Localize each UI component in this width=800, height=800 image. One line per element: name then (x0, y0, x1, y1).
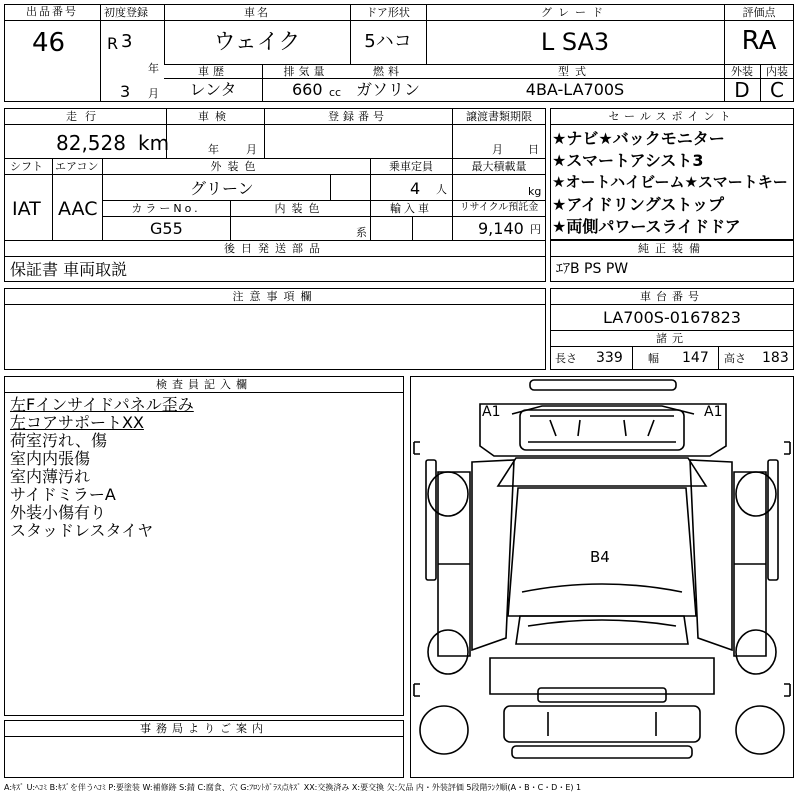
max-load-unit: kg (528, 185, 542, 198)
inspector-label: 検査員記入欄 (156, 378, 252, 391)
exterior-value: D (734, 78, 750, 102)
exterior-color-value: グリーン (190, 179, 254, 198)
color-number-label: カラーNo. (131, 202, 201, 215)
fuel-value: ガソリン (355, 80, 420, 99)
aircon-value: AAC (58, 198, 98, 220)
specs-label: 諸元 (656, 332, 688, 345)
damage-mark-a1-right: A1 (704, 404, 723, 420)
registration-year: 3 (121, 31, 133, 52)
inspector-note: 左Fインサイドパネル歪み (10, 395, 194, 414)
interior-color-unit: 系 (356, 226, 367, 239)
inspector-note: 左コアサポートXX (10, 413, 144, 432)
import-car-label: 輸入車 (390, 202, 432, 215)
door-type-value: 5ハコ (364, 31, 412, 52)
door-type-label: ドア形状 (366, 6, 410, 19)
year-unit: 年 (148, 62, 159, 75)
displacement-unit: cc (329, 86, 342, 99)
grade-label: グレード (541, 6, 609, 19)
length-label: 長さ (555, 352, 577, 365)
aircon-label: エアコン (55, 160, 99, 173)
car-name-value: ウェイク (213, 30, 301, 55)
exterior-color-label: 外装色 (210, 160, 262, 173)
lot-number-label: 出品番号 (26, 5, 78, 18)
month-unit: 月 (148, 87, 159, 100)
equipment-value: ｴｱB PS PW (556, 261, 629, 277)
sales-points-label: セールスポイント (608, 110, 736, 123)
color-number-value: G55 (150, 219, 183, 238)
grade-value: L SA3 (540, 28, 610, 56)
mileage-value: 82,528 (56, 131, 126, 155)
inspector-note: スタッドレスタイヤ (10, 521, 154, 540)
recycle-fee-unit: 円 (530, 223, 541, 236)
later-shipping-value: 保証書 車両取説 (10, 260, 128, 279)
sales-point: ★ナビ★バックモニター (552, 129, 725, 148)
shift-label: シフト (10, 160, 43, 173)
car-diagram (410, 376, 794, 778)
exterior-label: 外装 (731, 65, 753, 78)
history-label: 車歴 (198, 65, 228, 78)
inspection-month-unit: 月 (246, 143, 257, 156)
inspection-label: 車検 (198, 110, 232, 123)
sales-point: ★オートハイビーム★スマートキー (552, 173, 788, 191)
sales-point: ★アイドリングストップ (552, 195, 724, 214)
legend-text: A:ｷｽﾞ U:ﾍｺﾐ B:ｷｽﾞを伴うﾍｺﾐ P:要塗装 W:補修跡 S:錆 C:腐食、穴 G:ﾌﾛﾝﾄｶﾞﾗｽ点ｷｽﾞ XX:交換済み X:要交換 欠:欠品 内・外装評価 5段階ﾗﾝｸ順(A・B・C・D・E) 1 (4, 783, 582, 792)
max-load-label: 最大積載量 (471, 160, 527, 173)
width-label: 幅 (648, 352, 659, 365)
transfer-day-unit: 日 (528, 143, 539, 156)
office-label: 事務局よりご案内 (140, 722, 268, 735)
interior-value: C (770, 78, 784, 102)
displacement-value: 660 (292, 80, 323, 99)
score-value: RA (741, 26, 777, 56)
damage-mark-b4: B4 (590, 548, 610, 566)
first-registration-label: 初度登録 (104, 6, 148, 19)
height-label: 高さ (724, 352, 746, 365)
score-label: 評価点 (742, 6, 776, 19)
inspector-note: 荷室汚れ、傷 (10, 431, 107, 450)
capacity-label: 乗車定員 (389, 160, 433, 173)
notes-label: 注意事項欄 (232, 290, 318, 303)
length-value: 339 (596, 350, 623, 366)
capacity-unit: 人 (436, 183, 447, 196)
mileage-unit: km (138, 131, 170, 155)
model-label: 型式 (558, 65, 592, 78)
chassis-number-value: LA700S-0167823 (603, 308, 741, 327)
damage-mark-a1-left: A1 (482, 404, 501, 420)
recycle-fee-label: リサイクル預託金 (459, 202, 539, 213)
sales-point: ★スマートアシスト3 (552, 151, 704, 170)
transfer-deadline-label: 譲渡書類期限 (466, 110, 532, 123)
later-shipping-label: 後日発送部品 (224, 242, 326, 255)
shift-value: IAT (12, 198, 41, 220)
inspector-note: 室内薄汚れ (10, 467, 91, 486)
chassis-number-label: 車台番号 (640, 290, 704, 303)
width-value: 147 (682, 350, 709, 366)
inspector-note: サイドミラーA (10, 485, 116, 504)
mileage-label: 走行 (66, 110, 104, 123)
plate-number-label: 登録番号 (328, 110, 388, 123)
car-name-label: 車名 (244, 6, 270, 19)
inspection-year-unit: 年 (208, 143, 219, 156)
capacity-value: 4 (410, 179, 421, 198)
sales-point: ★両側パワースライドドア (552, 217, 741, 236)
registration-era: R (107, 34, 119, 53)
model-value: 4BA-LA700S (525, 80, 625, 99)
lot-number-value: 46 (32, 28, 66, 58)
displacement-label: 排気量 (283, 65, 329, 78)
height-value: 183 (762, 350, 789, 366)
transfer-month-unit: 月 (492, 143, 503, 156)
recycle-fee-value: 9,140 (478, 219, 524, 238)
fuel-label: 燃料 (373, 65, 403, 78)
registration-month: 3 (120, 82, 131, 101)
history-value: レンタ (189, 80, 237, 99)
interior-color-label: 内装色 (274, 202, 326, 215)
interior-label: 内装 (766, 65, 788, 78)
equipment-label: 純正装備 (638, 242, 706, 255)
inspector-note: 外装小傷有り (10, 503, 107, 522)
inspector-note: 室内内張傷 (10, 449, 91, 468)
